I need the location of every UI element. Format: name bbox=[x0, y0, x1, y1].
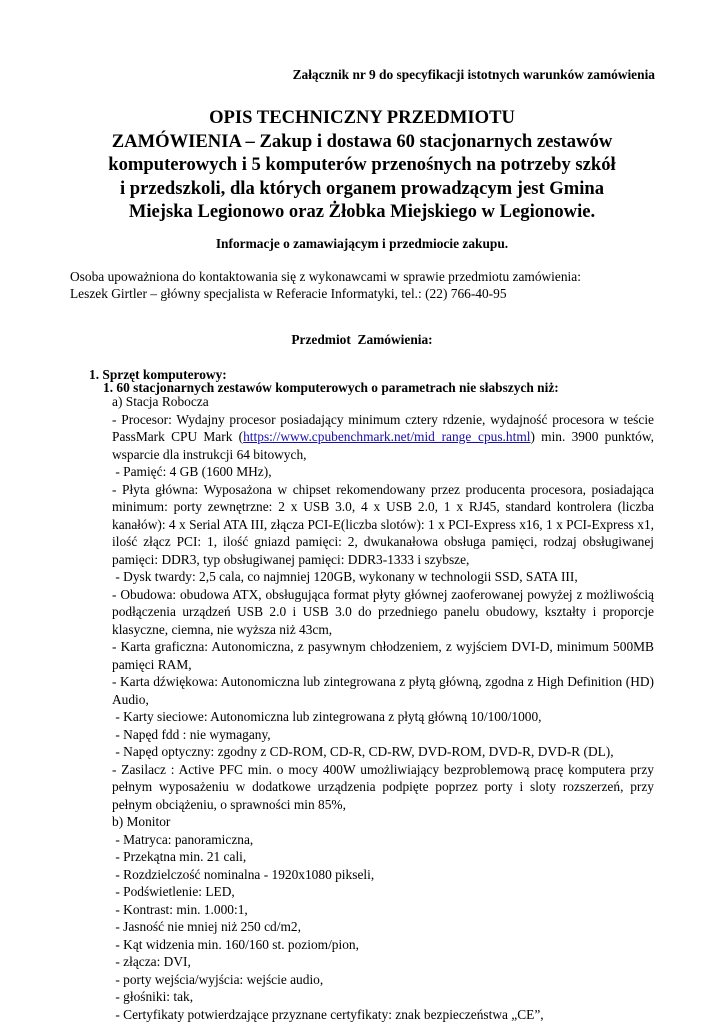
spec-line: - Karta dźwiękowa: Autonomiczna lub zintegrowana z płytą główną, zgodna z High Definition (HD) bbox=[112, 674, 654, 689]
title-line: ZAMÓWIENIA – Zakup i dostawa 60 stacjonarnych zestawów bbox=[111, 130, 613, 152]
title-line: komputerowych i 5 komputerów przenośnych na potrzeby szkół bbox=[108, 154, 616, 176]
spec-line: klasyczne, ciemna, nie wyższa niż 43cm, bbox=[112, 621, 333, 637]
title-line: OPIS TECHNICZNY PRZEDMIOTU bbox=[209, 107, 515, 128]
subsection-heading: 1. 60 stacjonarnych zestawów komputerowych o parametrach nie słabszych niż: bbox=[103, 380, 559, 395]
monitor-item: - Rozdzielczość nominalna - 1920x1080 pikseli, bbox=[112, 866, 375, 882]
spec-line: pamięci RAM, bbox=[112, 656, 192, 672]
spec-line: - Płyta główna: Wyposażona w chipset rekomendowany przez producenta procesora, posiadająca bbox=[112, 481, 654, 497]
spec-line: wsparcie dla instrukcji 64 bitowych, bbox=[112, 446, 307, 462]
spec-line: pełnym wyposażeniu w dodatkowe urządzenia podpięte poprzez porty i sloty rozszerzeń, przy bbox=[112, 779, 654, 794]
workstation-heading: a) Stacja Robocza bbox=[112, 394, 209, 409]
spec-line-with-link bbox=[112, 428, 654, 446]
document-title bbox=[70, 106, 654, 224]
monitor-item: - Jasność nie mniej niż 250 cd/m2, bbox=[112, 919, 301, 934]
contact-line: Osoba upoważniona do kontaktowania się z wykonawcami w sprawie przedmiotu zamówienia: bbox=[70, 269, 581, 284]
spec-line: podłączenia urządzeń USB 2.0 i USB 3.0 do przedniego panelu obudowy, kształty i proporcje bbox=[112, 604, 654, 619]
spec-text: PassMark CPU Mark ( bbox=[112, 429, 244, 444]
spec-line: Audio, bbox=[112, 691, 149, 707]
monitor-item: - Kontrast: min. 1.000:1, bbox=[112, 901, 248, 917]
spec-line: - Dysk twardy: 2,5 cala, co najmniej 120GB, wykonany w technologii SSD, SATA III, bbox=[112, 569, 578, 584]
spec-line: pełnym obciążeniu, o sprawności min 85%, bbox=[112, 796, 346, 812]
spec-line: - Napęd fdd : nie wymagany, bbox=[112, 726, 271, 742]
spec-line: - Procesor: Wydajny procesor posiadający minimum cztery rdzenie, wydajność procesora w teście bbox=[112, 411, 654, 427]
spec-text: ) min. 3900 punktów, bbox=[530, 429, 654, 444]
spec-line: ilość złącz PCI: 1, ilość gniazd pamięci: 2, dwukanałowa obsługa pamięci, rodzaj obsługiwanej bbox=[112, 534, 654, 549]
contact-line: Leszek Girtler – główny specjalista w Referacie Informatyki, tel.: (22) 766-40-95 bbox=[70, 286, 507, 301]
spec-line: - Pamięć: 4 GB (1600 MHz), bbox=[112, 464, 272, 479]
section-heading: 1. Sprzęt komputerowy: bbox=[89, 367, 227, 382]
monitor-item: - Przekątna min. 21 cali, bbox=[112, 849, 247, 864]
monitor-item: - głośniki: tak, bbox=[112, 989, 194, 1004]
annex-label: Załącznik nr 9 do specyfikacji istotnych warunków zamówienia bbox=[292, 67, 655, 82]
spec-line: - Karty sieciowe: Autonomiczna lub zintegrowana z płytą główną 10/100/1000, bbox=[112, 709, 542, 724]
spec-line: minimum: porty zewnętrzne: 2 x USB 3.0, 4 x USB 2.0, 1 x RJ45, standard kontrolera (liczba bbox=[112, 499, 654, 514]
monitor-item: - Certyfikaty potwierdzające przyznane certyfikaty: znak bezpieczeństwa „CE”, bbox=[112, 1006, 544, 1022]
spec-line: kanałów): 4 x Serial ATA III, złącza PCI-E(liczba slotów): 1 x PCI-Express x16, 1 x PCI-Express x1, bbox=[112, 516, 654, 532]
cpubenchmark-link[interactable]: https://www.cpubenchmark.net/mid_range_cpus.html bbox=[243, 429, 531, 444]
spec-line: pamięci: DDR3, typ obsługiwanej pamięci: DDR3-1333 i szybsze, bbox=[112, 551, 470, 567]
monitor-item: - złącza: DVI, bbox=[112, 954, 191, 969]
contact-block bbox=[70, 268, 581, 302]
spec-line: - Napęd optyczny: zgodny z CD-ROM, CD-R, CD-RW, DVD-ROM, DVD-R, DVD-R (DL), bbox=[112, 744, 614, 759]
monitor-item: - Podświetlenie: LED, bbox=[112, 884, 235, 899]
title-line: i przedszkoli, dla których organem prowadzącym jest Gmina bbox=[119, 177, 605, 199]
spec-line: - Obudowa: obudowa ATX, obsługująca format płyty głównej zaoferowanej powyżej z możliwością bbox=[112, 586, 654, 602]
spec-line: - Karta graficzna: Autonomiczna, z pasywnym chłodzeniem, z wyjściem DVI-D, minimum 500MB bbox=[112, 639, 654, 654]
subject-heading: Przedmiot Zamówienia: bbox=[291, 332, 433, 347]
monitor-item: - Matryca: panoramiczna, bbox=[112, 831, 254, 847]
spec-body bbox=[112, 393, 654, 1023]
spec-line: - Zasilacz : Active PFC min. o mocy 400W umożliwiający bezproblemową pracę komputera przy bbox=[112, 761, 654, 777]
info-heading: Informacje o zamawiającym i przedmiocie zakupu. bbox=[215, 236, 509, 251]
monitor-heading: b) Monitor bbox=[112, 814, 171, 829]
monitor-item: - Kąt widzenia min. 160/160 st. poziom/pion, bbox=[112, 936, 359, 952]
title-line: Miejska Legionowo oraz Żłobka Miejskiego w Legionowie. bbox=[128, 201, 596, 223]
monitor-item: - porty wejścia/wyjścia: wejście audio, bbox=[112, 971, 324, 987]
